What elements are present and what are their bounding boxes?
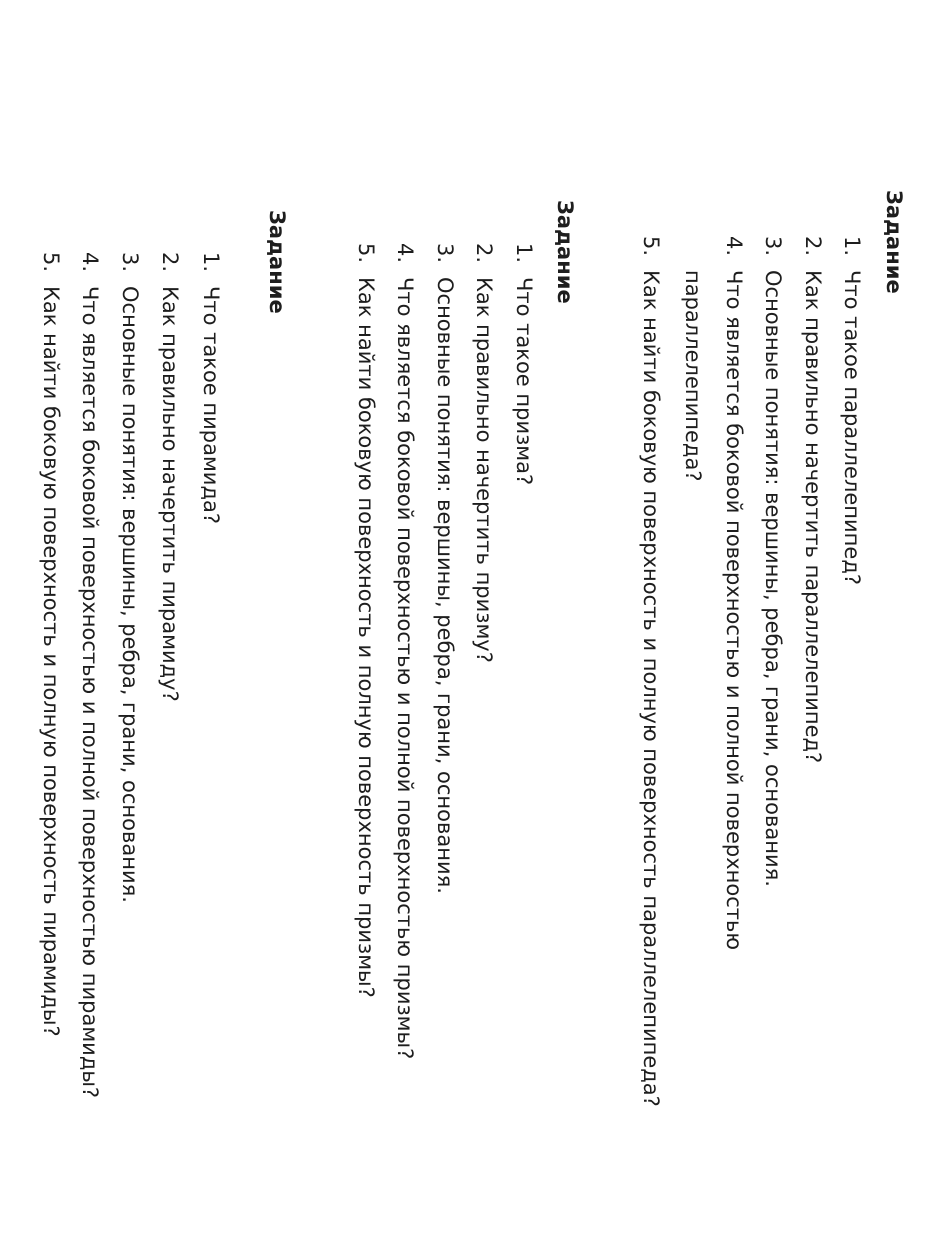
item-number: 4. [78,252,102,273]
item-text: Что такое призма? [512,277,536,486]
item-number: 3. [118,252,142,273]
section-heading: Задание [553,200,577,304]
item-text: Что является боковой поверхностью и полной поверхностью пирамиды? [78,286,102,1099]
item-text: Как найти боковую поверхность и полную поверхность призмы? [354,277,378,998]
item-text: Как найти боковую поверхность и полную поверхность пирамиды? [39,286,63,1037]
item-text: Как правильно начертить пирамиду? [158,286,182,702]
item-number: 2. [801,236,825,257]
item-text: Что такое параллелепипед? [840,270,864,585]
item-text: Основные понятия: вершины, ребра, грани, основания. [118,286,142,903]
item-text: Что такое пирамида? [199,286,223,524]
item-number: 5. [39,252,63,273]
item-text: Как найти боковую поверхность и полную поверхность параллелепипеда? [639,270,663,1107]
item-number: 5. [639,236,663,257]
section-heading: Задание [882,190,906,294]
item-text: Что является боковой поверхностью и полной поверхностью призмы? [393,277,417,1060]
item-text: Основные понятия: вершины, ребра, грани, основания. [433,277,457,894]
item-text: Как правильно начертить параллелепипед? [801,270,825,764]
item-text: Основные понятия: вершины, ребра, грани, основания. [761,270,785,887]
item-text-continuation: параллелепипеда? [681,270,705,482]
item-number: 2. [472,243,496,264]
item-number: 5. [354,243,378,264]
item-number: 1. [199,252,223,273]
item-number: 4. [393,243,417,264]
item-number: 4. [722,236,746,257]
item-number: 1. [840,236,864,257]
item-text: Что является боковой поверхностью и полной поверхностью [722,270,746,951]
item-number: 3. [433,243,457,264]
item-number: 3. [761,236,785,257]
item-number: 1. [512,243,536,264]
item-number: 2. [158,252,182,273]
section-heading: Задание [265,210,289,314]
item-text: Как правильно начертить призму? [472,277,496,663]
